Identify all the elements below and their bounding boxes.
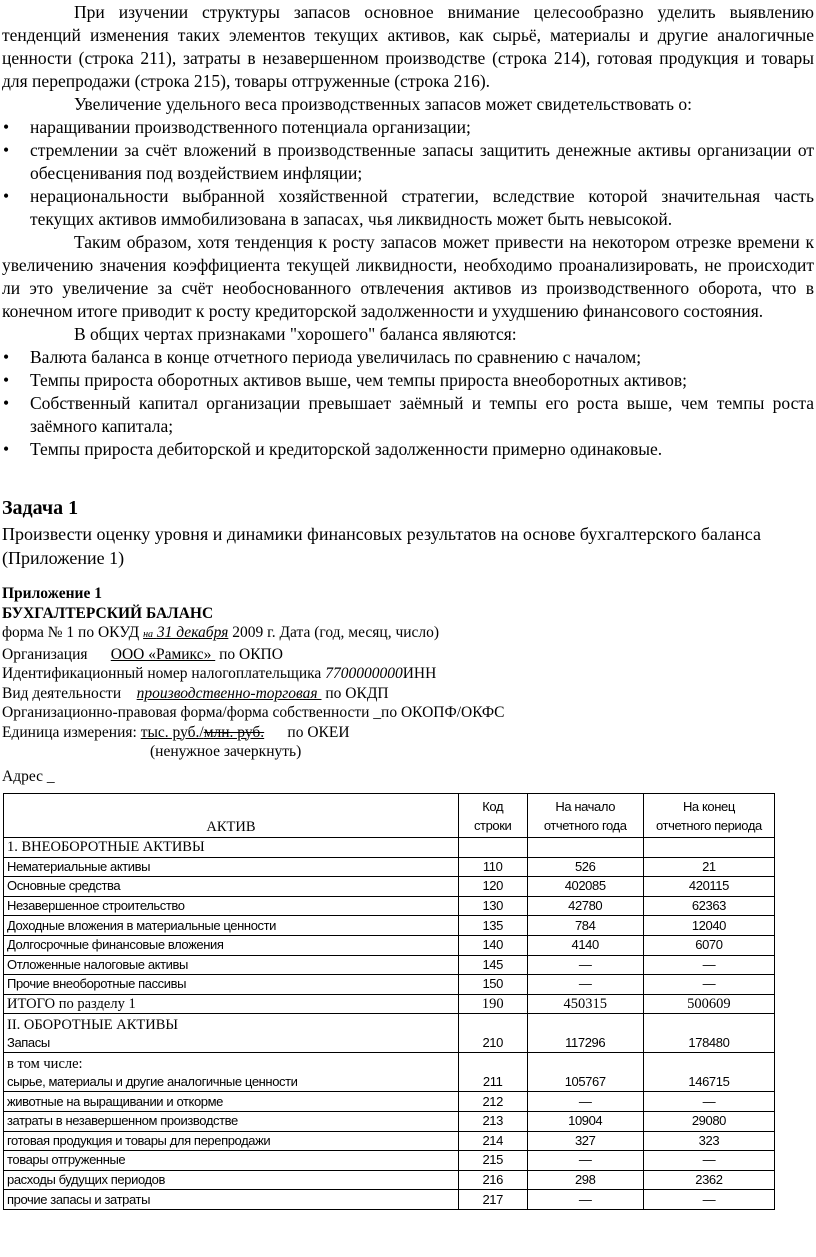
table-row	[4, 838, 775, 858]
cell-item-name	[4, 896, 459, 916]
table-row	[4, 1131, 775, 1151]
cell-code: 150	[458, 975, 527, 995]
header-activ: АКТИВ	[4, 794, 459, 838]
table-row	[4, 1014, 775, 1053]
item-subname: сырье, материалы и другие аналогичные ценности	[7, 1074, 298, 1090]
item-subname: Запасы	[7, 1035, 50, 1051]
cell-end: 6070	[643, 935, 774, 955]
inn-line	[2, 664, 814, 684]
table-header-row	[4, 794, 775, 838]
cell-begin: 402085	[527, 877, 643, 897]
cell-end: 420115	[643, 877, 774, 897]
activity-suffix: по ОКДП	[321, 684, 389, 702]
list-item	[2, 392, 814, 438]
organization-line	[2, 645, 814, 665]
form-line	[2, 623, 814, 645]
cell-item-name	[4, 916, 459, 936]
item-name: Незавершенное строительство	[7, 898, 185, 914]
form-suffix: 2009 г. Дата (год, месяц, число)	[228, 624, 440, 641]
item-name: Отложенные налоговые активы	[7, 956, 188, 972]
list-item	[2, 139, 814, 185]
org-value: ООО «Рамикс»	[110, 645, 216, 663]
item-name: товары отгруженные	[7, 1152, 126, 1168]
cell-item-name	[4, 877, 459, 897]
cell-begin: 10904	[527, 1111, 643, 1131]
cell-begin: 105767	[527, 1053, 643, 1092]
table-row	[4, 1190, 775, 1210]
header-code: Код строки	[458, 794, 527, 838]
cell-item-name	[4, 1131, 459, 1151]
list-item-text: стремлении за счёт вложений в производственные запасы защитить денежные активы организации от обесценивания под воздействием инфляции;	[30, 140, 814, 183]
cell-item-name	[4, 838, 459, 858]
cell-end	[643, 838, 774, 858]
cell-code: 214	[458, 1131, 527, 1151]
list-item	[2, 438, 814, 461]
cell-end: 178480	[643, 1014, 774, 1053]
activity-label: Вид деятельности	[2, 684, 137, 702]
item-name: готовая продукция и товары для перепродажи	[7, 1132, 271, 1148]
item-name: ИТОГО по разделу 1	[7, 996, 136, 1013]
bullet-icon: •	[3, 393, 10, 413]
cell-begin: —	[527, 1190, 643, 1210]
table-row	[4, 1053, 775, 1092]
cell-code	[458, 838, 527, 858]
cell-code: 140	[458, 935, 527, 955]
cell-code: 120	[458, 877, 527, 897]
inn-suffix: ИНН	[402, 665, 437, 682]
appendix-label: Приложение 1	[2, 585, 102, 602]
table-row	[4, 877, 775, 897]
balance-table	[3, 793, 775, 1210]
cell-item-name	[4, 1053, 459, 1092]
cell-begin: 298	[527, 1170, 643, 1190]
cell-begin: —	[527, 1151, 643, 1171]
cell-item-name	[4, 975, 459, 995]
table-row	[4, 916, 775, 936]
list-item	[2, 346, 814, 369]
table-row	[4, 896, 775, 916]
table-row	[4, 975, 775, 995]
item-name: 1. ВНЕОБОРОТНЫЕ АКТИВЫ	[7, 839, 205, 856]
balance-sheet-title: БУХГАЛТЕРСКИЙ БАЛАНС	[2, 604, 214, 622]
cell-begin: —	[527, 975, 643, 995]
bullet-icon: •	[3, 439, 10, 459]
list-item-text: наращивании производственного потенциала организации;	[30, 117, 471, 137]
cell-begin: 450315	[527, 994, 643, 1014]
task-title: Задача 1	[2, 497, 79, 519]
cell-code: 212	[458, 1092, 527, 1112]
item-name: прочие запасы и затраты	[7, 1191, 151, 1207]
unit-note: (ненужное зачеркнуть)	[150, 743, 302, 760]
cell-item-name	[4, 1111, 459, 1131]
header-end: На конец отчетного периода	[643, 794, 774, 838]
org-label: Организация	[2, 645, 111, 663]
cell-end: 323	[643, 1131, 774, 1151]
cell-end: 62363	[643, 896, 774, 916]
bullet-icon: •	[3, 347, 10, 367]
legal-form-line: Организационно-правовая форма/форма собственности _по ОКОПФ/ОКФС	[2, 704, 505, 721]
item-name: Нематериальные активы	[7, 858, 151, 874]
bullet-icon: •	[3, 140, 10, 160]
list-item-text: нерациональности выбранной хозяйственной стратегии, вследствие которой значительная часть текущих активов иммобилизована в запасах, чья ликвидность может быть невысокой.	[30, 186, 814, 229]
bullet-list-good-balance	[2, 346, 814, 461]
bullet-list-inventory	[2, 116, 814, 231]
cell-code: 216	[458, 1170, 527, 1190]
item-name: животные на выращивании и откорме	[7, 1093, 224, 1109]
cell-item-name	[4, 1092, 459, 1112]
paragraph-liquidity: Таким образом, хотя тенденция к росту запасов может привести на некотором отрезке времени к увеличению значения коэффициента текущей ликвидности, необходимо проанализировать, не происходит ли это увеличение за счёт необоснованного отвлечения активов из производственного оборота, что в конечном итоге приводит к росту кредиторской задолженности и ухудшению финансового состояния.	[2, 232, 814, 321]
item-name: Долгосрочные финансовые вложения	[7, 937, 224, 953]
balance-sheet-header	[2, 584, 814, 786]
cell-end: 2362	[643, 1170, 774, 1190]
table-row	[4, 955, 775, 975]
form-date: 31 декабря	[156, 624, 229, 641]
unit-label: Единица измерения:	[2, 723, 141, 741]
item-name: в том числе:	[7, 1056, 83, 1073]
item-name: Основные средства	[7, 878, 121, 894]
paragraph-good-balance: В общих чертах признаками "хорошего" баланса являются:	[74, 324, 517, 344]
list-item-text: Темпы прироста дебиторской и кредиторской задолженности примерно одинаковые.	[30, 439, 663, 459]
item-name: расходы будущих периодов	[7, 1172, 166, 1188]
list-item	[2, 116, 814, 139]
table-row	[4, 1092, 775, 1112]
list-item	[2, 185, 814, 231]
cell-end: —	[643, 975, 774, 995]
bullet-icon: •	[3, 186, 10, 206]
cell-begin: —	[527, 955, 643, 975]
cell-end: —	[643, 1190, 774, 1210]
cell-item-name	[4, 1190, 459, 1210]
cell-item-name	[4, 1151, 459, 1171]
paragraph-inventory-structure: При изучении структуры запасов основное внимание целесообразно уделить выявлению тенденций изменения таких элементов текущих активов, как сырьё, материалы и другие аналогичные ценности (строка 211), затраты в незавершенном производстве (строка 214), готовая продукция и товары для перепродажи (строка 215), товары отгруженные (строка 216).	[2, 2, 814, 91]
unit-line	[2, 723, 814, 743]
address-line: Адрес _	[2, 767, 55, 785]
cell-begin: 784	[527, 916, 643, 936]
cell-begin	[527, 838, 643, 858]
cell-end: —	[643, 1151, 774, 1171]
cell-begin: 526	[527, 857, 643, 877]
cell-begin: 4140	[527, 935, 643, 955]
cell-code: 210	[458, 1014, 527, 1053]
table-row	[4, 994, 775, 1014]
cell-end: —	[643, 955, 774, 975]
cell-item-name	[4, 1014, 459, 1053]
list-item-text: Валюта баланса в конце отчетного периода увеличилась по сравнению с началом;	[30, 347, 642, 367]
cell-item-name	[4, 994, 459, 1014]
cell-code: 213	[458, 1111, 527, 1131]
activity-value: производственно-торговая	[136, 684, 322, 702]
cell-code: 211	[458, 1053, 527, 1092]
unit-struck: млн. руб.	[203, 723, 265, 741]
cell-code: 145	[458, 955, 527, 975]
inn-value: 7700000000	[325, 665, 403, 682]
cell-end: 500609	[643, 994, 774, 1014]
inn-label: Идентификационный номер налогоплательщика	[2, 665, 326, 682]
header-begin: На начало отчетного года	[527, 794, 643, 838]
table-row	[4, 857, 775, 877]
bullet-icon: •	[3, 370, 10, 390]
table-row	[4, 1151, 775, 1171]
cell-code: 217	[458, 1190, 527, 1210]
cell-code: 130	[458, 896, 527, 916]
paragraph-inventory-share: Увеличение удельного веса производственных запасов может свидетельствовать о:	[74, 94, 693, 114]
cell-end: 12040	[643, 916, 774, 936]
table-row	[4, 935, 775, 955]
table-row	[4, 1111, 775, 1131]
cell-begin: 117296	[527, 1014, 643, 1053]
cell-item-name	[4, 955, 459, 975]
unit-suffix: по ОКЕИ	[264, 723, 350, 741]
table-body	[4, 838, 775, 1210]
activity-line	[2, 684, 814, 704]
cell-code: 110	[458, 857, 527, 877]
cell-end: —	[643, 1092, 774, 1112]
form-prefix: форма № 1 по ОКУД	[2, 624, 144, 641]
list-item-text: Темпы прироста оборотных активов выше, чем темпы прироста внеоборотных активов;	[30, 370, 687, 390]
unit-separator: /	[199, 723, 204, 741]
list-item	[2, 369, 814, 392]
cell-code: 190	[458, 994, 527, 1014]
cell-item-name	[4, 935, 459, 955]
item-name: Доходные вложения в материальные ценности	[7, 917, 277, 933]
org-suffix: по ОКПО	[215, 645, 283, 663]
cell-end: 29080	[643, 1111, 774, 1131]
bullet-icon: •	[3, 117, 10, 137]
cell-end: 146715	[643, 1053, 774, 1092]
unit-value: тыс. руб.	[140, 723, 200, 741]
cell-begin: —	[527, 1092, 643, 1112]
cell-item-name	[4, 1170, 459, 1190]
body-text	[2, 1, 814, 461]
cell-item-name	[4, 857, 459, 877]
cell-begin: 42780	[527, 896, 643, 916]
form-na: на	[143, 629, 154, 640]
list-item-text: Собственный капитал организации превышает заёмный и темпы его роста выше, чем темпы роста заёмного капитала;	[30, 393, 814, 436]
item-name: Прочие внеоборотные пассивы	[7, 976, 187, 992]
cell-end: 21	[643, 857, 774, 877]
table-row	[4, 1170, 775, 1190]
task-text: Произвести оценку уровня и динамики финансовых результатов на основе бухгалтерского баланса (Приложение 1)	[2, 524, 761, 568]
item-name: затраты в незавершенном производстве	[7, 1113, 238, 1129]
item-name: II. ОБОРОТНЫЕ АКТИВЫ	[7, 1017, 179, 1034]
cell-begin: 327	[527, 1131, 643, 1151]
cell-code: 215	[458, 1151, 527, 1171]
cell-code: 135	[458, 916, 527, 936]
